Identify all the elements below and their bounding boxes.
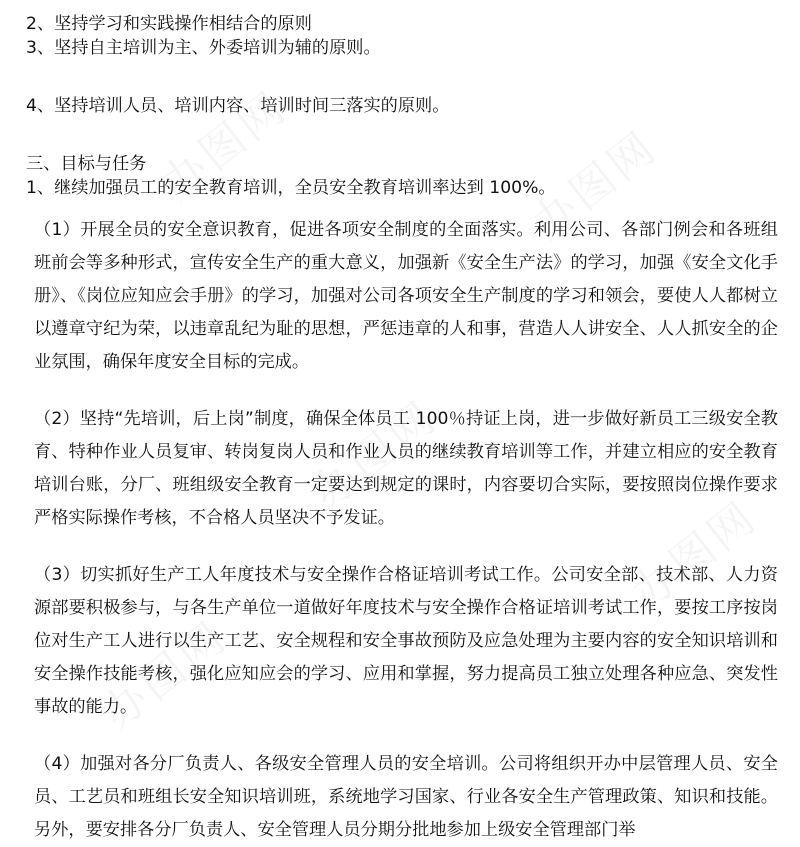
paragraph: （2）坚持“先培训，后上岗”制度，确保全体员工 100％持证上岗，进一步做好新员工三级安全教育、特种作业人员复审、转岗复岗人员和作业人员的继续教育培训等工作，并建立相应的安全教育培训台账，分厂、班组级安全教育一定要达到规定的课时，内容要切合实际，要按照岗位操作要求严格实际操作考核，不合格人员坚决不予发证。	[34, 409, 778, 528]
paragraph: （1）开展全员的安全意识教育，促进各项安全制度的全面落实。利用公司、各部门例会和各班组班前会等多种形式，宣传安全生产的重大意义，加强新《安全生产法》的学习，加强《安全文化手册》、《岗位应知应会手册》的学习，加强对公司各项安全生产制度的学习和领会，要使人人都树立以遵章守纪为荣，以违章乱纪为耻的思想，严惩违章的人和事，营造人人讲安全、人人抓安全的企业氛围，确保年度安全目标的完成。	[34, 220, 778, 372]
paragraph: （4）加强对各分厂负责人、各级安全管理人员的安全培训。公司将组织开办中层管理人员、安全员、工艺员和班组长安全知识培训班，系统地学习国家、行业各安全生产管理政策、知识和技能。另外，要安排各分厂负责人、安全管理人员分期分批地参加上级安全管理部门举	[34, 754, 778, 840]
paragraph: （3）切实抓好生产工人年度技术与安全操作合格证培训考试工作。公司安全部、技术部、人力资源部要积极参与，与各生产单位一道做好年度技术与安全操作合格证培训考试工作，要按工序按岗位对生产工人进行以生产工艺、安全规程和安全事故预防及应急处理为主要内容的安全知识培训和安全操作技能考核，强化应知应会的学习、应用和掌握，努力提高员工独立处理各种应急、突发性事故的能力。	[34, 565, 778, 717]
section-heading: 三、目标与任务	[26, 154, 147, 174]
principle-item: 3、坚持自主培训为主、外委培训为辅的原则。	[26, 38, 381, 58]
principle-item: 2、坚持学习和实践操作相结合的原则	[26, 14, 312, 34]
principle-item: 4、坚持培训人员、培训内容、培训时间三落实的原则。	[26, 96, 450, 116]
goal-item: 1、继续加强员工的安全教育培训，全员安全教育培训率达到 100%。	[26, 178, 556, 198]
document-body	[26, 12, 778, 847]
